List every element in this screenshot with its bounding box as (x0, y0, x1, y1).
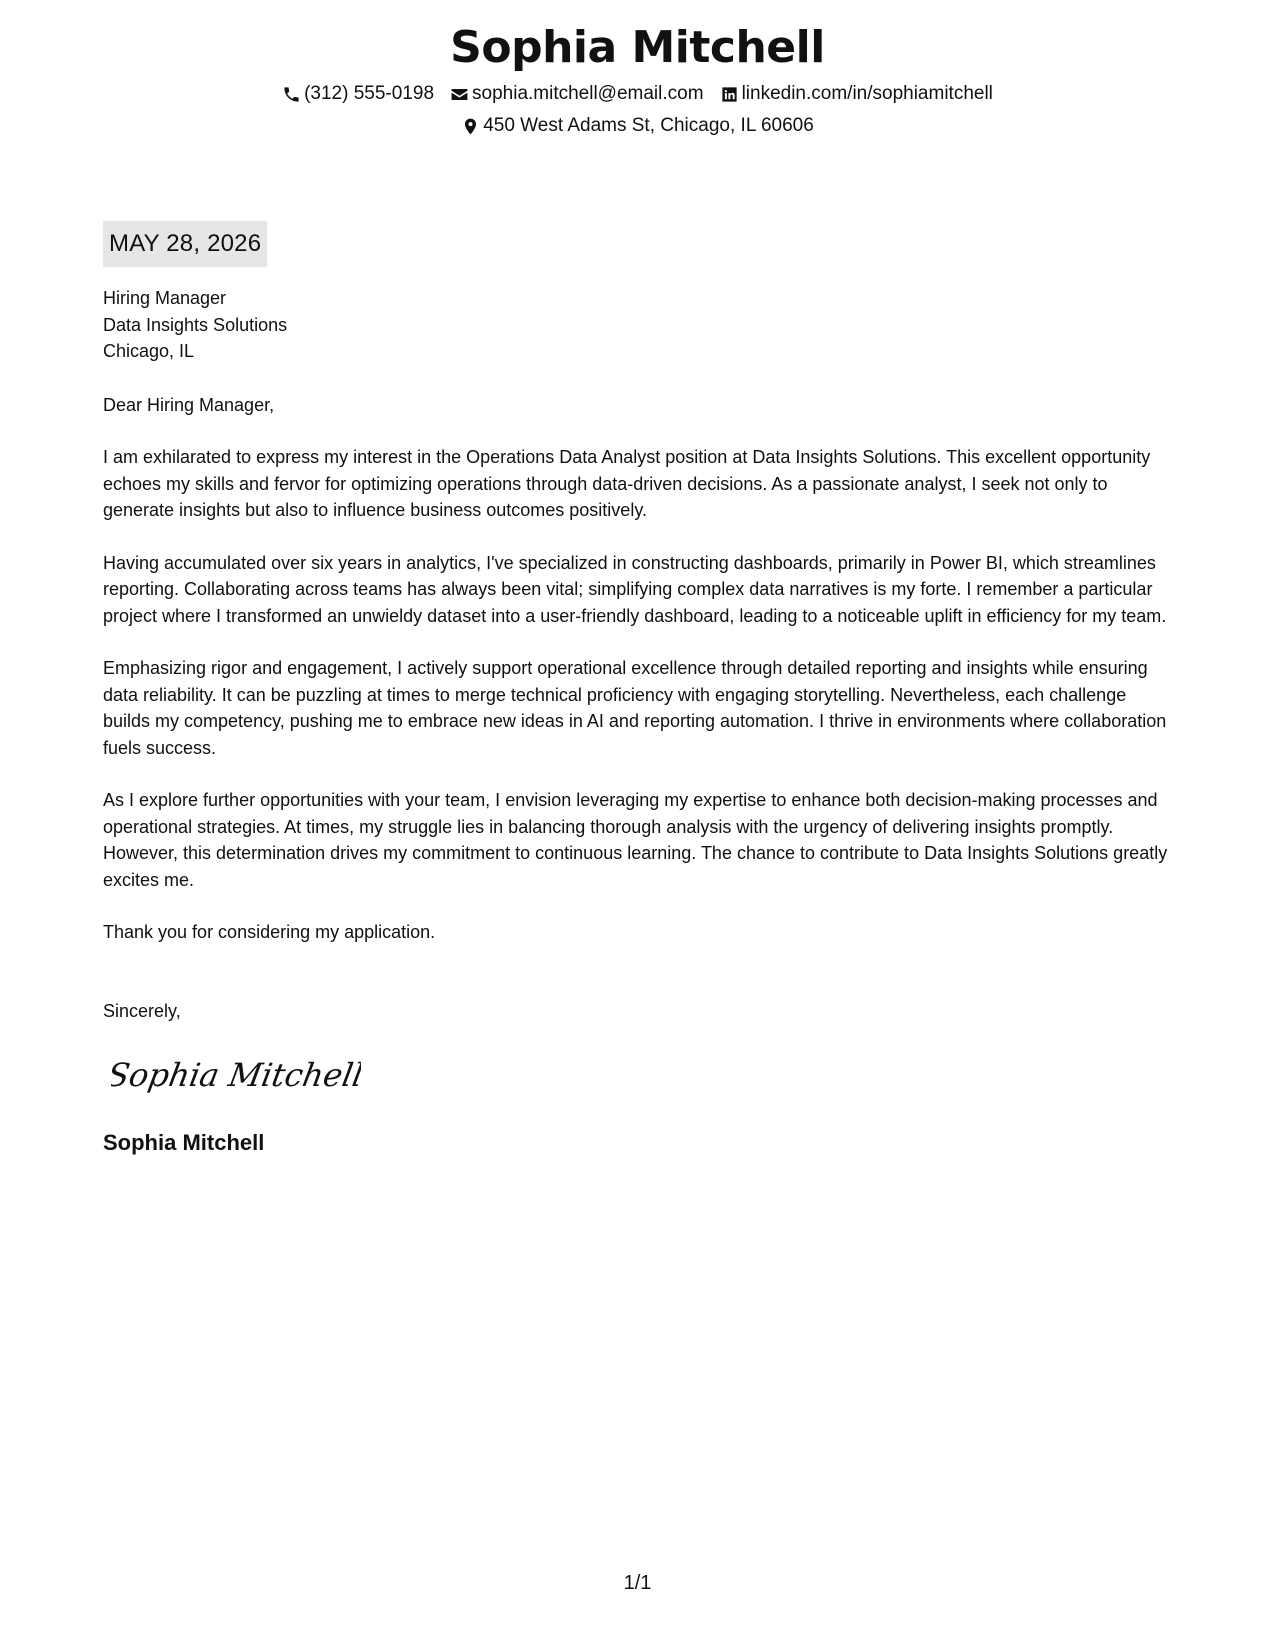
body-paragraph: As I explore further opportunities with your team, I envision leveraging my expertise to enhance both decision-making processes and operational strategies. At times, my struggle lies in balancing thorough analysis with the urgency of delivering insights promptly. However, this determination drives my commitment to continuous learning. The chance to contribute to Data Insights Solutions greatly excites me. (103, 790, 1168, 890)
body-paragraph: Having accumulated over six years in analytics, I've specialized in constructing dashboards, primarily in Power BI, which streamlines reporting. Collaborating across teams has always been vital; simplifying complex data narratives is my forte. I remember a particular project where I transformed an unwieldy dataset into a user-friendly dashboard, leading to a noticeable uplift in efficiency for my team. (103, 552, 1167, 626)
envelope-icon (450, 85, 469, 104)
salutation: Dear Hiring Manager, (103, 394, 275, 415)
signer-name: Sophia Mitchell (103, 1129, 265, 1155)
closing: Sincerely, (103, 1000, 181, 1021)
linkedin-contact (720, 78, 993, 110)
thank-you-line: Thank you for considering my application. (103, 922, 436, 942)
handwritten-signature (111, 1044, 361, 1104)
recipient-company: Data Insights Solutions (103, 314, 288, 335)
recipient-location: Chicago, IL (103, 341, 195, 361)
email-text: sophia.mitchell@email.com (472, 83, 704, 104)
letter-body (103, 285, 1178, 1156)
contact-line (0, 78, 1275, 110)
signature-mark: Sophia Mitchell (111, 1056, 361, 1094)
body-paragraph: I am exhilarated to express my interest in the Operations Data Analyst position at Data Insights Solutions. This excellent opportunity echoes my skills and fervor for optimizing operations through data-driven decisions. As a passionate analyst, I seek not only to generate insights but also to influence business outcomes positively. (103, 447, 1151, 520)
linkedin-icon (720, 85, 739, 104)
linkedin-text: linkedin.com/in/sophiamitchell (741, 83, 993, 104)
applicant-name: Sophia Mitchell (450, 22, 825, 73)
phone-icon (282, 85, 301, 104)
recipient-block (103, 285, 1178, 365)
page-number: 1/1 (623, 1572, 652, 1594)
letter-header (0, 18, 1275, 142)
body-paragraph: Emphasizing rigor and engagement, I actively support operational excellence through detailed reporting and insights while ensuring data reliability. It can be puzzling at times to merge technical proficiency with engaging storytelling. Nevertheless, each challenge builds my competency, pushing me to embrace new ideas in AI and reporting automation. I thrive in environments where collaboration fuels success. (103, 658, 1167, 758)
map-marker-icon (461, 117, 480, 136)
address-text: 450 West Adams St, Chicago, IL 60606 (483, 115, 814, 136)
phone-contact (282, 78, 434, 110)
phone-text: (312) 555-0198 (304, 83, 435, 104)
recipient-title: Hiring Manager (103, 288, 227, 308)
letter-date: MAY 28, 2026 (103, 221, 267, 267)
address-contact (461, 110, 814, 142)
email-contact (450, 78, 704, 110)
address-line (0, 110, 1275, 142)
